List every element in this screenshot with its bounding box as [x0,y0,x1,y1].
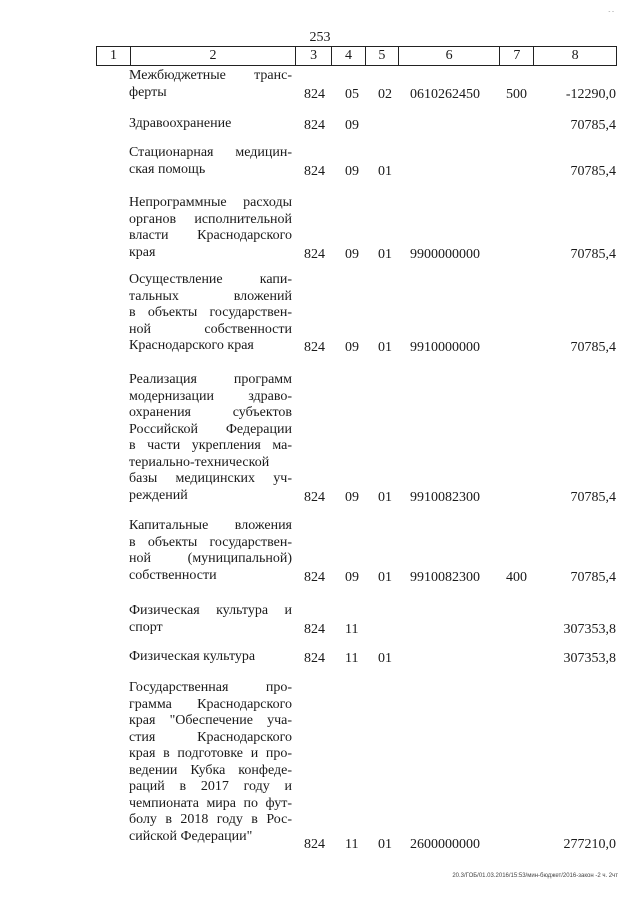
row-description [129,145,292,178]
description-line: Осуществление капи- [129,272,292,287]
cell-c5: 01 [378,569,392,585]
cell-c5: 01 [378,163,392,179]
cell-c3: 824 [304,246,325,262]
description-line: Реализация программ [129,372,292,387]
description-line: в объекты государствен- [129,305,292,320]
cell-c8: 307353,8 [563,621,616,637]
header-cell: 4 [332,47,366,65]
cell-c8: 70785,4 [570,489,616,505]
description-line: спорт [129,619,163,635]
cell-c5: 01 [378,489,392,505]
description-line: грамма Краснодарского [129,696,292,712]
description-line: раций в 2017 году и [129,779,292,794]
cell-c3: 824 [304,340,325,355]
cell-c4: 09 [345,118,359,133]
description-line: в части укрепления ма- [129,438,292,453]
cell-c3: 824 [304,163,325,179]
description-line: Капитальные вложения [129,518,292,533]
header-cell: 5 [366,47,399,65]
description-line: ферты [129,84,167,100]
row-description [129,195,292,261]
cell-c5: 02 [378,86,392,102]
description-line: Физическая культура [129,649,256,664]
description-line: собственности [129,567,217,583]
header-cell: 7 [500,47,534,65]
description-line: Здравоохранение [129,116,232,131]
cell-c7: 500 [506,86,527,102]
description-line: Российской Федерации [129,421,292,437]
description-line: органов исполнительной [129,211,292,227]
cell-c6: 9910000000 [410,340,480,355]
description-line: тальных вложений [129,288,292,304]
row-description [129,649,292,666]
description-line: ной (муниципальной) [129,551,292,566]
cell-c8: 307353,8 [563,651,616,666]
cell-c4: 11 [345,836,359,852]
cell-c8: 70785,4 [570,163,616,179]
description-line: чемпионата мира по фут- [129,795,292,811]
description-line: ведении Кубка конфеде- [129,762,292,778]
description-line: ская помощь [129,161,206,177]
header-cell: 3 [296,47,332,65]
description-line: в объекты государствен- [129,534,292,550]
cell-c6: 0610262450 [410,86,480,102]
row-description [129,272,292,355]
row-description [129,68,292,101]
cell-c3: 824 [304,836,325,852]
cell-c8: 70785,4 [570,569,616,585]
header-cell: 2 [131,47,296,65]
row-description [129,372,292,504]
cell-c4: 09 [345,246,359,262]
row-description [129,116,292,133]
cell-c4: 09 [345,489,359,505]
cell-c3: 824 [304,489,325,505]
cell-c6: 9910082300 [410,489,480,505]
description-line: стия Краснодарского [129,729,292,745]
description-line: власти Краснодарского [129,228,292,243]
cell-c6: 2600000000 [410,836,480,852]
cell-c8: 70785,4 [570,118,616,133]
cell-c5: 01 [378,836,392,852]
row-description [129,518,292,584]
description-line: реждений [129,487,188,503]
description-line: териально-технической [129,454,270,470]
description-line: Непрограммные расходы [129,195,292,210]
cell-c8: -12290,0 [565,86,616,102]
cell-c8: 70785,4 [570,246,616,262]
cell-c8: 70785,4 [570,340,616,355]
header-cell: 8 [571,48,579,63]
row-description [129,603,292,636]
corner-mark: - - [608,9,614,15]
header-cell: 6 [399,47,501,65]
cell-c3: 824 [304,86,325,102]
cell-c3: 824 [304,621,325,637]
description-line: модернизации здраво- [129,388,292,404]
row-description [129,680,292,845]
cell-c3: 824 [304,651,325,666]
description-line: Физическая культура и [129,603,292,618]
description-line: сийской Федерации" [129,828,253,844]
description-line: Государственная про- [129,680,292,695]
cell-c5: 01 [378,246,392,262]
cell-c4: 09 [345,569,359,585]
cell-c3: 824 [304,569,325,585]
description-line: базы медицинских уч- [129,471,292,486]
cell-c7: 400 [506,569,527,585]
description-line: края [129,244,156,260]
cell-c4: 11 [345,651,359,666]
description-line: ной собственности [129,321,292,337]
cell-c3: 824 [304,118,325,133]
cell-c4: 09 [345,340,359,355]
cell-c5: 01 [378,340,392,355]
description-line: болу в 2018 году в Рос- [129,812,292,827]
page-number: 253 [309,30,331,45]
description-line: Межбюджетные транс- [129,68,292,83]
description-line: Стационарная медицин- [129,145,292,160]
cell-c8: 277210,0 [563,836,616,852]
cell-c6: 9910082300 [410,569,480,585]
table-header [96,46,617,66]
cell-c5: 01 [378,651,392,666]
header-cell: 1 [97,47,131,65]
description-line: края в подготовке и про- [129,746,292,761]
cell-c4: 11 [345,621,359,637]
description-line: края "Обеспечение уча- [129,713,292,728]
description-line: охранения субъектов [129,405,292,420]
description-line: Краснодарского края [129,338,254,353]
cell-c4: 09 [345,163,359,179]
footer-stamp: 20.3/ГОБ/01.03.2016/15:53/мин-бюджет/2016-закон -2 ч. 2чт [452,873,618,879]
cell-c6: 9900000000 [410,246,480,262]
cell-c4: 05 [345,86,359,102]
